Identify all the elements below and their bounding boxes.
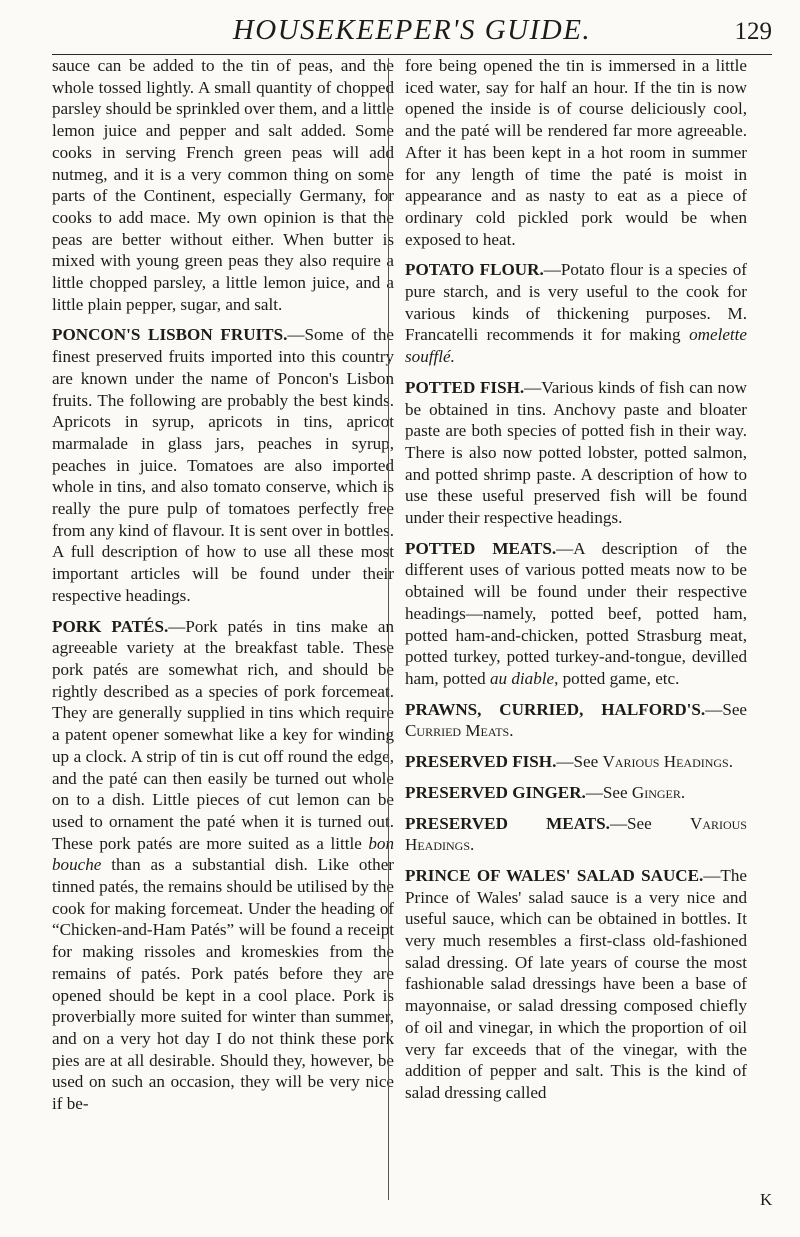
- entry-text: —Various kinds of fish can now be obtained in tins. Anchovy paste and bloater paste are both species of potted fish in their way. There is also now potted lobster, potted salmon, and potted shrimp paste. A description of how to use these useful preserved fish will be found under their respective headings.: [405, 377, 747, 528]
- entry-potato-flour: [405, 259, 747, 368]
- entry-text: —Potato flour is a species of pure starch, and is very useful to the cook for various kinds of thickening purposes. M. Francatelli recommends it for making: [405, 260, 747, 345]
- signature-mark: K: [760, 1190, 773, 1209]
- entry-headword: PRESERVED GINGER.: [405, 782, 586, 802]
- entry-text: —Pork patés in tins make an agreeable variety at the breakfast table. These pork patés are somewhat rich, and should be rightly described as a species of pork forcemeat. They are generally supplied in tins which require a patent opener somewhat like a key for winding up a clock. A strip of tin is cut off round the edge, and the paté can then easily be turned out whole on to a dish. Little pieces of cut lemon can be used to ornament the paté when it is turned out. These pork patés are more suited as a little: [52, 616, 394, 853]
- entry-text: —Some of the finest preserved fruits imported into this country are known under the name of Poncon's Lisbon fruits. The following are probably the best kinds. Apricots in syrup, apricots in tins, apricot marmalade in glass jars, peaches in syrup, peaches in juice. Tomatoes are also imported whole in tins, and also tomato conserve, which is really the pure pulp of tomatoes perfectly free from any kind of flavour. It is sent over in bottles. A full description of how to use all these most important articles will be found under their respective headings.: [52, 325, 395, 605]
- entry-italic-text: au diable: [489, 668, 555, 688]
- entry-poncons-lisbon-fruits: [52, 324, 394, 606]
- column-divider: [388, 58, 389, 1200]
- entry-headword: PRINCE OF WALES' SALAD SAUCE.: [405, 865, 704, 885]
- entry-headword: POTTED MEATS.: [405, 538, 557, 558]
- entry-preserved-ginger: [405, 782, 747, 804]
- running-title: HOUSEKEEPER'S GUIDE.: [232, 14, 592, 46]
- entry-text: —See: [585, 782, 632, 802]
- entry-pork-pates: [52, 616, 394, 1115]
- entry-text: —A description of the different uses of various potted meats now to be obtained will be found under their respective headings—namely, potted beef, potted ham, potted ham-and-chicken, potted Strasburg meat, potted turkey, potted turkey-and-tongue, devilled ham, potted: [405, 538, 747, 688]
- cross-reference: Various Headings.: [405, 813, 747, 855]
- entry-text: —See: [556, 752, 603, 772]
- entry-text: —The Prince of Wales' salad sauce is a very nice and useful sauce, which can be obtained in bottles. It very much resembles a first-class old-fashioned salad dressing. Of late years of course the most fashionable salad dressings have been a base of mayonnaise, or salad dressing composed chiefly of oil and vinegar, in which the proportion of oil very far exceeds that of the vinegar, with the addition of pepper and salt. This is the kind of salad dressing called: [405, 865, 747, 1102]
- entry-headword: PORK PATÉS.: [52, 616, 169, 636]
- page-header: [52, 14, 772, 55]
- paragraph: [405, 55, 747, 250]
- page-number: 129: [734, 18, 772, 45]
- entry-headword: POTTED FISH.: [405, 377, 525, 397]
- entry-prawns-curried: [405, 699, 747, 742]
- cross-reference: Curried Meats.: [405, 721, 514, 741]
- left-column: [52, 55, 394, 1115]
- cross-reference: Ginger.: [631, 782, 686, 802]
- entry-text: —See: [705, 699, 747, 719]
- entry-preserved-fish: [405, 751, 747, 773]
- entry-potted-fish: [405, 377, 747, 529]
- entry-preserved-meats: [405, 813, 747, 856]
- entry-headword: PRAWNS, CURRIED, HALFORD'S.: [405, 699, 706, 719]
- entry-text: than as a substantial dish. Like other tinned patés, the remains should be utilised by the cook for making forcemeat. Under the heading of “Chicken-and-Ham Patés” will be found a receipt for making rissoles and kromeskies from the remains of patés. Pork patés before they are opened should be kept in a cool place. Pork is proverbially more suited for winter than summer, and on a very hot day I do not think these pork pies are at all desirable. Should they, however, be used on such an occasion, they will be very nice if be-: [52, 855, 394, 1114]
- right-column: [405, 55, 747, 1104]
- entry-potted-meats: [405, 538, 747, 690]
- entry-headword: POTATO FLOUR.: [405, 260, 544, 280]
- paragraph: [52, 55, 394, 315]
- entry-headword: PRESERVED FISH.: [405, 752, 557, 772]
- cross-reference: Various Headings.: [602, 752, 734, 772]
- entry-prince-of-wales-salad-sauce: [405, 865, 747, 1104]
- entry-text: , potted game, etc.: [554, 668, 680, 688]
- entry-text: —See: [609, 813, 690, 833]
- paragraph-text: fore being opened the tin is immersed in a little iced water, say for half an hour. If the tin is now opened the inside is of course deliciously cool, and the paté will be rendered far more agreeable. After it has been kept in a hot room in summer for any length of time the paté is moist in appearance and as nasty to eat as a piece of ordinary cold pickled pork would be when exposed to heat.: [405, 56, 747, 249]
- entry-headword: PRESERVED MEATS.: [405, 813, 610, 833]
- paragraph-text: sauce can be added to the tin of peas, and the whole tossed lightly. A small quantity of chopped parsley should be sprinkled over them, and a little lemon juice and pepper and salt added. Some cooks in serving French green peas will add nutmeg, and it is a very common thing on some parts of the Continent, especially Germany, for cooks to add mace. My own opinion is that the peas are better without either. When butter is mixed with young green peas they also require a little chopped parsley, a little lemon juice, and a little plain pepper, sugar, and salt.: [52, 56, 394, 314]
- entry-headword: PONCON'S LISBON FRUITS.: [52, 325, 288, 345]
- entry-italic-text: bon bouche: [52, 833, 394, 875]
- entry-italic-text: omelette soufflé.: [405, 325, 747, 367]
